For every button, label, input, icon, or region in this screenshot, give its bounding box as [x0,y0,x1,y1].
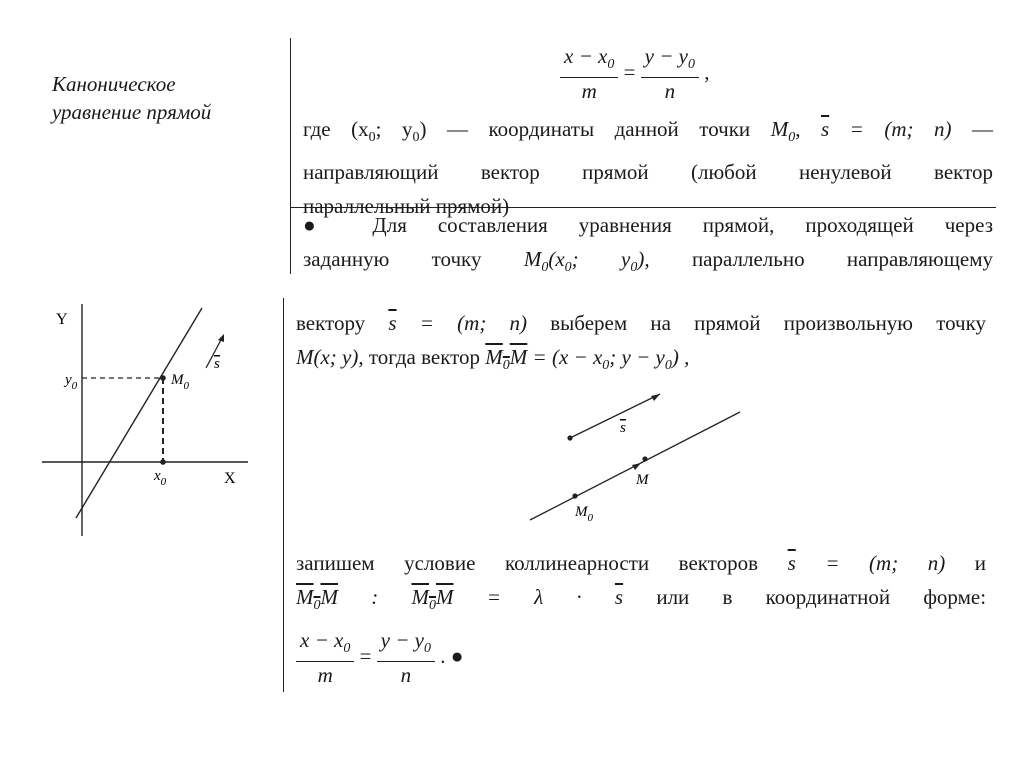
section-title [52,70,267,126]
coordinate-graph [36,296,266,546]
definition-block [303,112,993,223]
definition-line-1: где ($x_0$; $y_0$) — координаты данной точки $M_0$, $\overline{s} = (m$; n) — [303,117,994,145]
procedure-line-5: запишем условие коллинеарности векторов $\overline{s} = (m$; n) и [296,551,987,575]
table-divider-bottom [283,298,284,692]
equals-sign: = [623,59,636,84]
vector-diagram [520,380,750,540]
x0-label: $x_0$ [154,468,167,488]
vector-s-head [651,394,660,401]
canonical-formula [560,44,709,104]
fraction-y: $\frac{y - y_0}{n}$ [641,44,699,104]
y0-label: $y_0$ [65,372,78,392]
procedure-block-top [303,208,993,285]
vector-m0m-head [632,463,641,470]
m-label-mid: M [636,472,649,488]
procedure-block-bottom [296,546,986,623]
line-graph [76,308,202,518]
fraction-x-bottom: $\frac{x - x_0}{m}$ [296,628,354,688]
vector-s-start [567,435,572,440]
procedure-line-3: вектору $\overline{s} = (m$; n) выберем на прямой произвольную точку [296,311,987,335]
procedure-line-6: $M_0M$ : $M_0M = \lambda \cdot \overline{s}$ или в координатной форме: [296,585,987,613]
procedure-line-4: M(x; y), тогда вектор $M_0M = (x - x_0$; $y - y_0$) , [296,345,690,373]
vector-s-line [570,394,660,438]
point-x0 [160,459,166,465]
fraction-x: $\frac{x - x_0}{m}$ [560,44,618,104]
x-axis-label: X [224,470,236,487]
point-m0-mid [572,493,577,498]
table-divider-top [290,38,291,274]
procedure-line-1: ● Для составления уравнения прямой, проходящей через [303,213,993,237]
formula-end: . ● [440,643,464,668]
point-m-mid [642,456,647,461]
vector-s-arrowhead [218,334,224,342]
fraction-y-bottom: $\frac{y - y_0}{n}$ [377,628,435,688]
formula-comma: , [704,59,710,84]
title-line-1: Каноническое [52,72,176,96]
procedure-block-mid [296,306,986,383]
definition-line-2: направляющий вектор прямой (любой ненулевой вектор [303,160,993,184]
point-m0 [160,375,166,381]
y-axis-label: Y [56,311,68,328]
definition-line-3: параллельный прямой) [303,194,510,218]
s-label: s [214,356,220,372]
m0-label-mid: $M_0$ [575,504,593,524]
title-line-2: уравнение прямой [52,100,212,124]
m0-label: $M_0$ [171,372,189,392]
s-label-mid: s [620,420,626,436]
procedure-line-2: заданную точку $M_0(x_0$; $y_0$), параллельно направляющему [303,247,994,275]
collinearity-formula: $\frac{x - x_0}{m}$ = $\frac{y - y_0}{n}$ . ● [296,628,463,688]
